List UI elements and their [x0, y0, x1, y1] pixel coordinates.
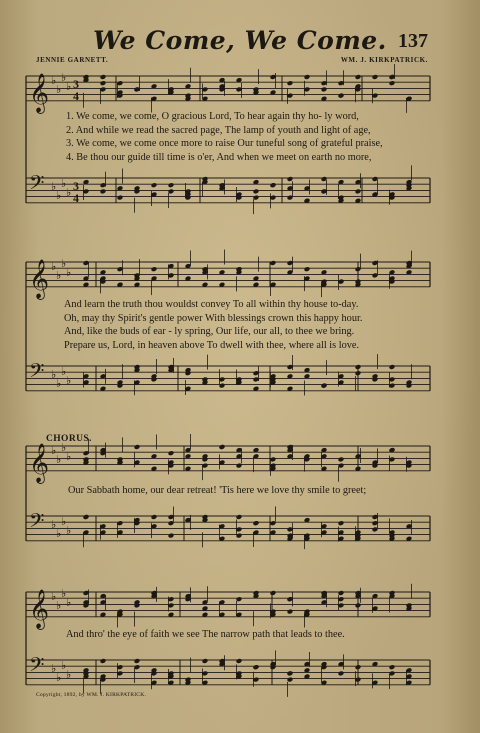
copyright-notice: Copyright, 1892, by WM. J. KIRKPATRICK. — [36, 692, 147, 698]
flat-icon: ♭ — [61, 177, 67, 190]
note-head — [151, 514, 158, 520]
note-head — [372, 74, 379, 80]
note-head — [355, 188, 362, 194]
note-head — [151, 266, 158, 272]
note-head — [304, 74, 311, 80]
bass-clef-icon: 𝄢 — [29, 509, 45, 537]
flat-icon: ♭ — [61, 71, 67, 84]
note-head — [389, 364, 396, 370]
treble-clef-icon: 𝄞 — [29, 588, 50, 629]
time-signature-top: 3 — [73, 179, 79, 193]
page-number: 137 — [398, 30, 428, 52]
note-head — [270, 590, 277, 596]
flat-icon: ♭ — [56, 527, 62, 540]
flat-icon: ♭ — [56, 83, 62, 96]
note-head — [287, 609, 294, 615]
note-head — [100, 80, 107, 86]
note-head — [100, 658, 107, 664]
hymn-title: We Come, We Come. — [93, 26, 387, 55]
verse-1-line: 1. We come, we come, O gracious Lord, To hear again thy ho- ly word, — [66, 111, 359, 122]
flat-icon: ♭ — [51, 74, 57, 87]
note-head — [304, 266, 311, 272]
verse-3-line: And, like the buds of ear - ly spring, Our life, our all, to thee we bring. — [64, 326, 355, 338]
flat-icon: ♭ — [61, 365, 67, 378]
note-head — [236, 514, 243, 520]
note-head — [287, 80, 294, 86]
flat-icon: ♭ — [66, 450, 72, 463]
note-head — [134, 444, 141, 450]
note-head — [287, 677, 294, 683]
note-head — [338, 456, 345, 462]
flat-icon: ♭ — [66, 596, 72, 609]
time-signature-top: 3 — [73, 77, 79, 91]
flat-icon: ♭ — [61, 659, 67, 672]
flat-icon: ♭ — [66, 186, 72, 199]
note-head — [134, 658, 141, 664]
note-head — [219, 444, 226, 450]
time-signature-bottom: 4 — [73, 89, 79, 103]
verses-block-1 — [66, 110, 383, 164]
note-head — [253, 664, 260, 670]
note-head — [236, 463, 243, 469]
flat-icon: ♭ — [51, 180, 57, 193]
flat-icon: ♭ — [56, 453, 62, 466]
note-head — [151, 182, 158, 188]
flat-icon: ♭ — [66, 668, 72, 681]
note-head — [168, 450, 175, 456]
flat-icon: ♭ — [51, 590, 57, 603]
flat-icon: ♭ — [66, 524, 72, 537]
note-head — [355, 74, 362, 80]
bass-clef-icon: 𝄢 — [29, 653, 45, 681]
verse-3-line: 3. We come, we come once more to raise Our tuneful song of grateful praise, — [66, 138, 383, 150]
note-head — [389, 664, 396, 670]
note-head — [338, 93, 345, 99]
flat-icon: ♭ — [66, 80, 72, 93]
chorus-lyric: And thro' the eye of faith we see The narrow path that leads to thee. — [66, 629, 345, 640]
note-head — [100, 188, 107, 194]
verse-4-line: Prepare us, Lord, in heaven above To dwell with thee, where all is love. — [64, 339, 360, 351]
note-head — [338, 670, 345, 676]
flat-icon: ♭ — [51, 444, 57, 457]
flat-icon: ♭ — [66, 266, 72, 279]
note-head — [202, 658, 209, 664]
time-signature-bottom: 4 — [73, 191, 79, 205]
note-head — [355, 364, 362, 370]
verse-1-line: And learn the truth thou wouldst convey To all within thy house to-day. — [64, 299, 359, 310]
chorus-label: CHORUS. — [46, 434, 92, 444]
note-head — [287, 176, 294, 182]
note-head — [83, 514, 90, 520]
verses-block-2 — [64, 298, 362, 352]
note-head — [270, 260, 277, 266]
note-head — [168, 182, 175, 188]
flat-icon: ♭ — [56, 377, 62, 390]
flat-icon: ♭ — [61, 441, 67, 454]
flat-icon: ♭ — [61, 257, 67, 270]
note-head — [236, 658, 243, 664]
treble-clef-icon: 𝄞 — [29, 442, 50, 483]
flat-icon: ♭ — [66, 374, 72, 387]
bass-clef-icon: 𝄢 — [29, 171, 45, 199]
note-head — [355, 370, 362, 376]
flat-icon: ♭ — [56, 269, 62, 282]
verse-2-line: 2. And while we read the sacred page, The lamp of youth and light of age, — [66, 124, 371, 136]
flat-icon: ♭ — [61, 587, 67, 600]
flat-icon: ♭ — [61, 515, 67, 528]
chorus-line-1 — [68, 484, 366, 498]
verse-2-line: Oh, may thy Spirit's gentle power With blessings crown this happy hour. — [64, 312, 363, 324]
note-head — [270, 182, 277, 188]
chorus-line-2 — [66, 628, 345, 642]
flat-icon: ♭ — [51, 368, 57, 381]
note-head — [338, 590, 345, 596]
note-head — [321, 383, 328, 389]
note-head — [117, 195, 124, 201]
note-head — [253, 188, 260, 194]
note-head — [338, 520, 345, 526]
chorus-lyric: Our Sabbath home, our dear retreat! 'Tis here we love thy smile to greet; — [68, 485, 367, 496]
flat-icon: ♭ — [51, 260, 57, 273]
bass-clef-icon: 𝄢 — [29, 359, 45, 387]
note-head — [287, 670, 294, 676]
note-head — [321, 86, 328, 92]
note-head — [355, 664, 362, 670]
note-head — [253, 520, 260, 526]
flat-icon: ♭ — [51, 662, 57, 675]
note-head — [100, 74, 107, 80]
note-head — [168, 533, 175, 539]
flat-icon: ♭ — [56, 189, 62, 202]
flat-icon: ♭ — [56, 599, 62, 612]
treble-clef-icon: 𝄞 — [29, 72, 50, 113]
lyricist-credit: JENNIE GARNETT. — [36, 56, 109, 64]
verse-4-line: 4. Be thou our guide till time is o'er, And when we meet on earth no more, — [66, 151, 372, 163]
note-head — [389, 80, 396, 86]
treble-clef-icon: 𝄞 — [29, 258, 50, 299]
note-head — [355, 602, 362, 608]
flat-icon: ♭ — [51, 518, 57, 531]
composer-credit: WM. J. KIRKPATRICK. — [340, 56, 428, 64]
flat-icon: ♭ — [56, 671, 62, 684]
